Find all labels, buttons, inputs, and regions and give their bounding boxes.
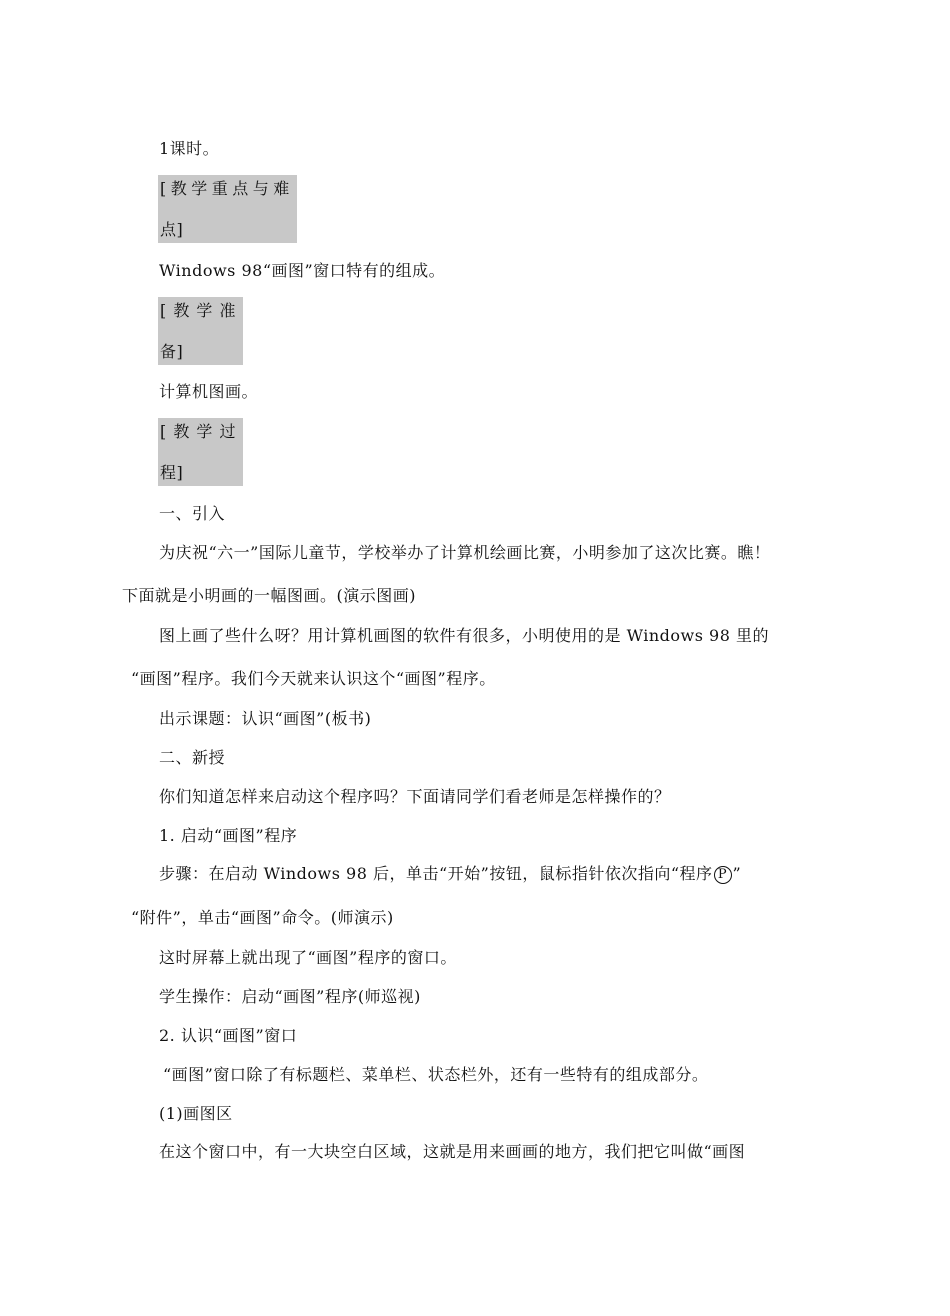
- section-label-preparation-line2: 备]: [160, 342, 184, 361]
- section-label-focus: [158, 175, 297, 243]
- paragraph-line: 在这个窗口中，有一大块空白区域，这就是用来画画的地方，我们把它叫做“画图: [159, 1142, 746, 1161]
- paragraph-line: 为庆祝“六一”国际儿童节，学校举办了计算机绘画比赛，小明参加了这次比赛。瞧！: [159, 543, 771, 562]
- heading-new-lesson: 二、新授: [159, 748, 226, 767]
- paragraph-line: 这时屏幕上就出现了“画图”程序的窗口。: [159, 948, 457, 967]
- section-label-focus-line2: 点]: [160, 220, 184, 239]
- section-label-focus-line1: [教学重点与难: [160, 179, 294, 198]
- subheading-drawing-area: (1)画图区: [159, 1104, 233, 1123]
- focus-content: Windows 98“画图”窗口特有的组成。: [159, 261, 446, 280]
- section-label-preparation-line1: [ 教 学 准: [160, 301, 237, 320]
- section-label-process: [158, 418, 243, 486]
- heading-introduction: 一、引入: [159, 504, 226, 523]
- subheading-start-paint: 1. 启动“画图”程序: [159, 826, 298, 845]
- paragraph-line: 图上画了些什么呀？用计算机画图的软件有很多，小明使用的是 Windows 98 里的: [159, 626, 769, 645]
- section-label-process-line2: 程]: [160, 463, 184, 482]
- section-label-preparation: [158, 297, 243, 365]
- steps-text: 步骤：在启动 Windows 98 后，单击“开始”按钮，鼠标指针依次指向“程序: [159, 864, 713, 883]
- subheading-know-window: 2. 认识“画图”窗口: [159, 1026, 298, 1045]
- paragraph-line: 学生操作：启动“画图”程序(师巡视): [159, 987, 421, 1006]
- paragraph-line: 出示课题：认识“画图”(板书): [159, 709, 372, 728]
- paragraph-line: 下面就是小明画的一幅图画。(演示图画): [122, 586, 416, 605]
- shortcut-key-p: P: [714, 866, 732, 884]
- paragraph-line-steps: [159, 864, 741, 884]
- steps-text-end: ”: [732, 864, 742, 883]
- paragraph-line: 你们知道怎样来启动这个程序吗？下面请同学们看老师是怎样操作的？: [159, 787, 671, 806]
- paragraph-line: “画图”窗口除了有标题栏、菜单栏、状态栏外，还有一些特有的组成部分。: [163, 1065, 709, 1084]
- paragraph-line: “画图”程序。我们今天就来认识这个“画图”程序。: [131, 669, 496, 688]
- section-label-process-line1: [ 教 学 过: [160, 422, 237, 441]
- lesson-hours: 1课时。: [159, 139, 220, 158]
- preparation-content: 计算机图画。: [159, 382, 259, 401]
- paragraph-line: “附件”，单击“画图”命令。(师演示): [131, 908, 394, 927]
